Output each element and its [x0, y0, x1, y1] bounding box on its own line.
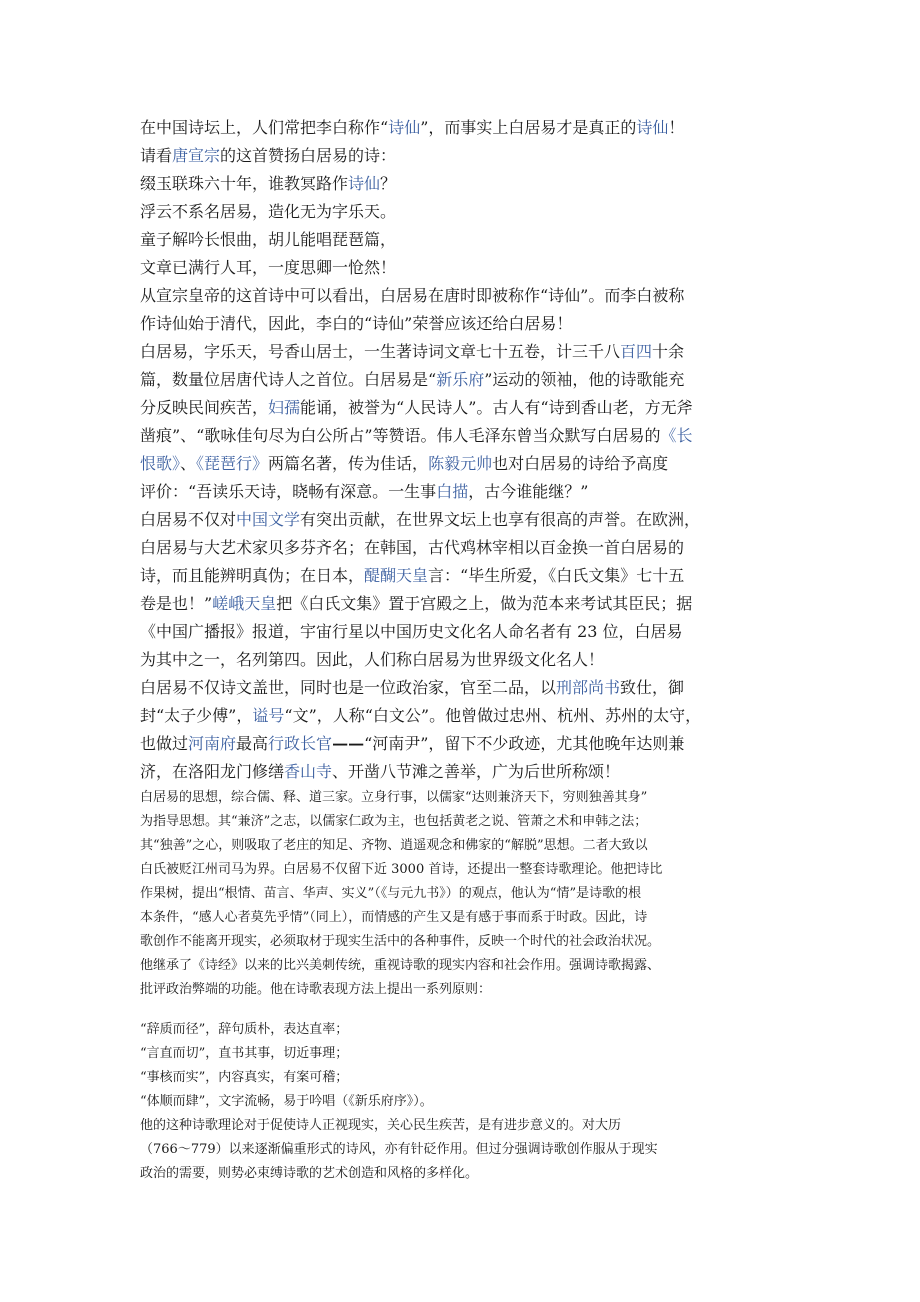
text-line [140, 226, 790, 254]
wiki-link[interactable]: 行政长官 [268, 734, 333, 753]
wiki-link[interactable]: 陈毅元帅 [428, 454, 493, 473]
text-run: 能诵，被誉为“人民诗人”。古人有“诗到香山老，方无斧 [300, 398, 693, 417]
text-line [140, 478, 790, 506]
text-line [140, 422, 790, 450]
text-line [140, 702, 790, 730]
text-line [140, 978, 790, 1002]
wiki-link[interactable]: 《长 [660, 426, 693, 445]
text-run: 政治的需要，则势必束缚诗歌的艺术创造和风格的多样化。 [140, 1166, 479, 1181]
text-line [140, 534, 790, 562]
text-run: 篇，数量位居唐代诗人之首位。白居易是“ [140, 370, 437, 389]
text-run: 文章已满行人耳，一度思卿一怆然！ [140, 258, 397, 277]
wiki-link[interactable]: 新乐府 [436, 370, 485, 389]
text-line [140, 1162, 790, 1186]
wiki-link[interactable]: 白描 [436, 482, 469, 501]
wiki-link[interactable]: 妇孺 [268, 398, 301, 417]
paragraph-biography [140, 338, 790, 506]
text-run: 批评政治弊端的功能。他在诗歌表现方法上提出一系列原则： [140, 982, 492, 997]
text-run: 白氏被贬江州司马为界。白居易不仅留下近 3000 首诗，还提出一整套诗歌理论。他把诗比 [140, 862, 663, 877]
wiki-link[interactable]: 嵯峨天皇 [212, 594, 277, 613]
text-line [140, 254, 790, 282]
wiki-link[interactable]: 诗仙 [388, 118, 421, 137]
text-run: ”，而事实上白居易才是真正的 [420, 118, 637, 137]
text-line [140, 282, 790, 310]
text-line [140, 1090, 790, 1114]
paragraph-intro [140, 114, 790, 338]
text-line [140, 954, 790, 978]
text-run: 的这首赞扬白居易的诗： [220, 146, 397, 165]
article-body [140, 114, 790, 1186]
text-run: 白居易，字乐天，号香山居士，一生著诗词文章七十五卷，计三千八 [140, 342, 621, 361]
text-run: ！ [668, 118, 685, 137]
text-line [140, 1114, 790, 1138]
text-run: 为其中之一，名列第四。因此，人们称白居易为世界级文化名人！ [140, 650, 605, 669]
wiki-link[interactable]: 恨歌》 [140, 454, 181, 473]
text-run: 白居易不仅诗文盖世，同时也是一位政治家，官至二品，以 [140, 678, 557, 697]
text-run: 白居易与大艺术家贝多芬齐名；在韩国，古代鸡林宰相以百金换一首白居易的 [140, 538, 685, 557]
text-line [140, 646, 790, 674]
text-run: 在中国诗坛上，人们常把李白称作“ [140, 118, 389, 137]
text-line [140, 170, 790, 198]
wiki-link[interactable]: 《琵琶行》 [196, 454, 269, 473]
text-run: “辞质而径”，辞句质朴，表达直率； [140, 1022, 349, 1037]
text-line [140, 882, 790, 906]
paragraph-thought [140, 786, 790, 1002]
text-run: 把《白氏文集》置于宫殿之上，做为范本来考试其臣民；据 [276, 594, 693, 613]
text-run: 作诗仙始于清代，因此，李白的“诗仙”荣誉应该还给白居易！ [140, 314, 573, 333]
text-run: 卷是也！” [140, 594, 213, 613]
text-run: 十余 [652, 342, 685, 361]
text-run: ”运动的领袖，他的诗歌能充 [484, 370, 685, 389]
text-run: 济，在洛阳龙门修缮 [140, 762, 285, 781]
text-line [140, 834, 790, 858]
text-run: ，古今谁能继？” [468, 482, 589, 501]
text-run: 本条件，“感人心者莫先乎情”（同上），而情感的产生又是有感于事而系于时政。因此，诗 [140, 910, 648, 925]
text-run: “体顺而肆”，文字流畅，易于吟唱（《新乐府序》）。 [140, 1094, 433, 1109]
text-line [140, 590, 790, 618]
text-line [140, 674, 790, 702]
wiki-link[interactable]: 刑部尚书 [556, 678, 621, 697]
text-run: 、开凿八节滩之善举，广为后世所称颂！ [332, 762, 621, 781]
text-line [140, 310, 790, 338]
text-run: “文”，人称“白文公”。他曾做过忠州、杭州、苏州的太守， [284, 706, 702, 725]
text-line [140, 366, 790, 394]
text-run: 封“太子少傅”， [140, 706, 253, 725]
wiki-link[interactable]: 百四 [620, 342, 653, 361]
wiki-link[interactable]: 醍醐天皇 [364, 566, 429, 585]
text-run: 评价：“吾读乐天诗，晓畅有深意。一生事 [140, 482, 437, 501]
wiki-link[interactable]: 香山寺 [284, 762, 333, 781]
section-small-text [140, 786, 790, 1186]
wiki-link[interactable]: 诗仙 [636, 118, 669, 137]
text-run: ？ [380, 174, 397, 193]
text-run: 歌创作不能离开现实，必须取材于现实生活中的各种事件，反映一个时代的社会政治状况。 [140, 934, 661, 949]
text-line [140, 1018, 790, 1042]
text-run: （766～779）以来逐渐偏重形式的诗风，亦有针砭作用。但过分强调诗歌创作服从于现实 [140, 1142, 658, 1157]
text-run: 从宣宗皇帝的这首诗中可以看出，白居易在唐时即被称作“诗仙”。而李白被称 [140, 286, 685, 305]
text-line [140, 506, 790, 534]
text-line [140, 1042, 790, 1066]
dash-text: —— [332, 734, 365, 753]
text-line [140, 198, 790, 226]
text-line [140, 758, 790, 786]
text-run: 凿痕”、“歌咏佳句尽为白公所占”等赞语。伟人毛泽东曾当众默写白居易的 [140, 426, 661, 445]
text-line [140, 1066, 790, 1090]
text-run: “言直而切”，直书其事，切近事理； [140, 1046, 349, 1061]
text-line [140, 730, 790, 758]
text-line [140, 394, 790, 422]
wiki-link[interactable]: 诗仙 [348, 174, 381, 193]
section-large-text [140, 114, 790, 786]
text-run: 诗，而且能辨明真伪；在日本， [140, 566, 365, 585]
text-line [140, 114, 790, 142]
text-line [140, 450, 790, 478]
wiki-link[interactable]: 河南府 [188, 734, 237, 753]
text-run: 他的这种诗歌理论对于促使诗人正视现实，关心民生疾苦，是有进步意义的。对大历 [140, 1118, 622, 1133]
text-run: “事核而实”，内容真实，有案可稽； [140, 1070, 349, 1085]
wiki-link[interactable]: 唐宣宗 [172, 146, 221, 165]
text-run: 浮云不系名居易，造化无为字乐天。 [140, 202, 397, 221]
text-run: 其“独善”之心，则吸取了老庄的知足、齐物、逍遥观念和佛家的“解脱”思想。二者大致以 [140, 838, 648, 853]
paragraph-poetics [140, 1018, 790, 1186]
wiki-link[interactable]: 中国文学 [236, 510, 301, 529]
text-run: 白居易不仅对 [140, 510, 237, 529]
text-line [140, 142, 790, 170]
text-run: 分反映民间疾苦， [140, 398, 269, 417]
paragraph-world-influence [140, 506, 790, 674]
paragraph-political-career [140, 674, 790, 786]
text-run: 作果树，提出“根情、苗言、华声、实义”（《与元九书》）的观点，他认为“情”是诗歌的根 [140, 886, 642, 901]
text-line [140, 1138, 790, 1162]
text-run: 、 [180, 454, 197, 473]
text-line [140, 786, 790, 810]
text-run: 童子解吟长恨曲，胡儿能唱琵琶篇， [140, 230, 397, 249]
paragraph-gap [140, 1002, 790, 1018]
text-run: 致仕，御 [620, 678, 685, 697]
text-run: 也对白居易的诗给予高度 [492, 454, 669, 473]
text-run: 为指导思想。其“兼济”之志，以儒家仁政为主，也包括黄老之说、管萧之术和申韩之法； [140, 814, 648, 829]
text-line [140, 618, 790, 646]
wiki-link[interactable]: 谥号 [252, 706, 285, 725]
text-line [140, 338, 790, 366]
text-run: 《中国广播报》报道，宇宙行星以中国历史文化名人命名者有 23 位，白居易 [140, 622, 683, 641]
text-line [140, 858, 790, 882]
text-run: 最高 [236, 734, 269, 753]
text-line [140, 930, 790, 954]
text-run: 也做过 [140, 734, 189, 753]
text-run: 他继承了《诗经》以来的比兴美刺传统，重视诗歌的现实内容和社会作用。强调诗歌揭露、 [140, 958, 661, 973]
text-run: 请看 [140, 146, 173, 165]
text-line [140, 810, 790, 834]
text-run: “河南尹”，留下不少政迹，尤其他晚年达则兼 [364, 734, 685, 753]
text-run: 两篇名著，传为佳话， [268, 454, 429, 473]
text-line [140, 562, 790, 590]
text-run: 缀玉联珠六十年，谁教冥路作 [140, 174, 349, 193]
text-run: 白居易的思想，综合儒、释、道三家。立身行事，以儒家“达则兼济天下，穷则独善其身” [140, 790, 648, 805]
text-run: 有突出贡献，在世界文坛上也享有很高的声誉。在欧洲， [300, 510, 701, 529]
text-line [140, 906, 790, 930]
text-run: 言：“毕生所爱，《白氏文集》七十五 [428, 566, 685, 585]
